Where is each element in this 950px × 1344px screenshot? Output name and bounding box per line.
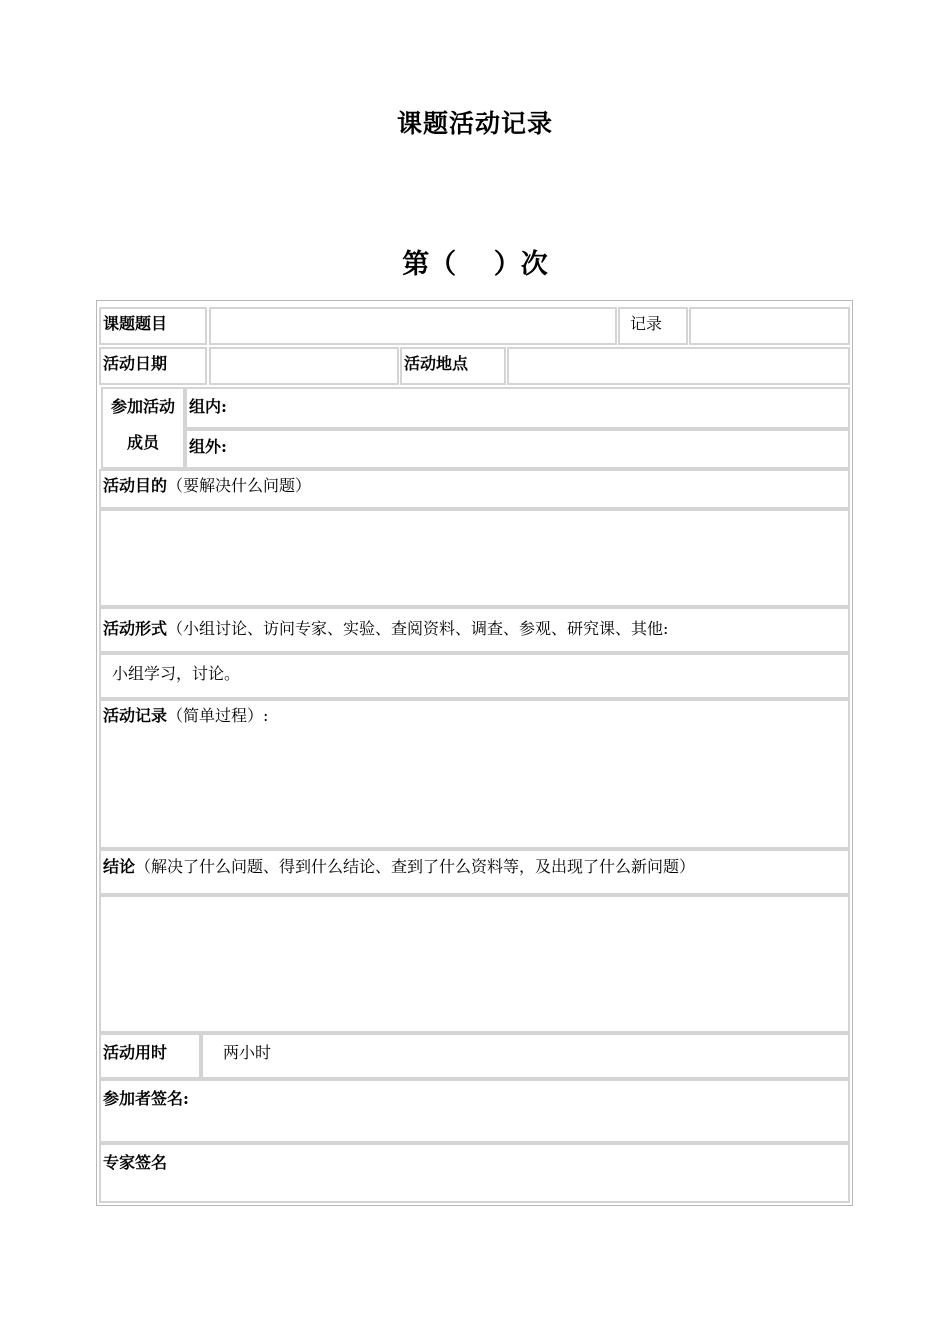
- recorder-input[interactable]: [689, 307, 850, 345]
- format-label: 活动形式: [103, 619, 168, 638]
- topic-label: 课题题目: [99, 307, 207, 345]
- members-external-field[interactable]: 组外:: [185, 429, 850, 469]
- duration-label: 活动用时: [99, 1033, 201, 1079]
- record-label: 活动记录: [103, 706, 168, 725]
- purpose-label: 活动目的: [103, 476, 168, 495]
- members-internal-field[interactable]: 组内:: [185, 387, 850, 429]
- location-label: 活动地点: [400, 347, 506, 385]
- duration-value[interactable]: 两小时: [201, 1033, 850, 1079]
- recorder-label: 记录: [618, 307, 688, 345]
- expert-signature-field[interactable]: 专家签名: [99, 1143, 850, 1203]
- record-section[interactable]: [99, 699, 850, 849]
- purpose-input[interactable]: [99, 509, 850, 607]
- purpose-hint: （要解决什么问题）: [167, 476, 312, 495]
- members-label-line2: 成员: [126, 433, 159, 452]
- participants-signature-field[interactable]: 参加者签名:: [99, 1079, 850, 1143]
- purpose-header: [99, 469, 850, 509]
- date-input[interactable]: [209, 347, 399, 385]
- conclusion-header: [99, 849, 850, 895]
- format-header: [99, 607, 850, 653]
- conclusion-label: 结论: [103, 857, 136, 876]
- date-label: 活动日期: [99, 347, 207, 385]
- format-hint: （小组讨论、访问专家、实验、查阅资料、调查、参观、研究课、其他:: [167, 619, 669, 638]
- record-hint: （简单过程）:: [167, 706, 269, 725]
- members-label: [101, 387, 185, 469]
- format-value[interactable]: 小组学习，讨论。: [99, 653, 850, 699]
- session-number-heading: 第（ ）次: [402, 249, 548, 280]
- activity-record-form: [96, 300, 853, 1206]
- members-label-line1: 参加活动: [110, 397, 175, 416]
- conclusion-input[interactable]: [99, 895, 850, 1033]
- conclusion-hint: （解决了什么问题、得到什么结论、查到了什么资料等，及出现了什么新问题）: [135, 857, 696, 876]
- topic-input[interactable]: [209, 307, 617, 345]
- document-title: 课题活动记录: [396, 109, 553, 138]
- location-input[interactable]: [507, 347, 850, 385]
